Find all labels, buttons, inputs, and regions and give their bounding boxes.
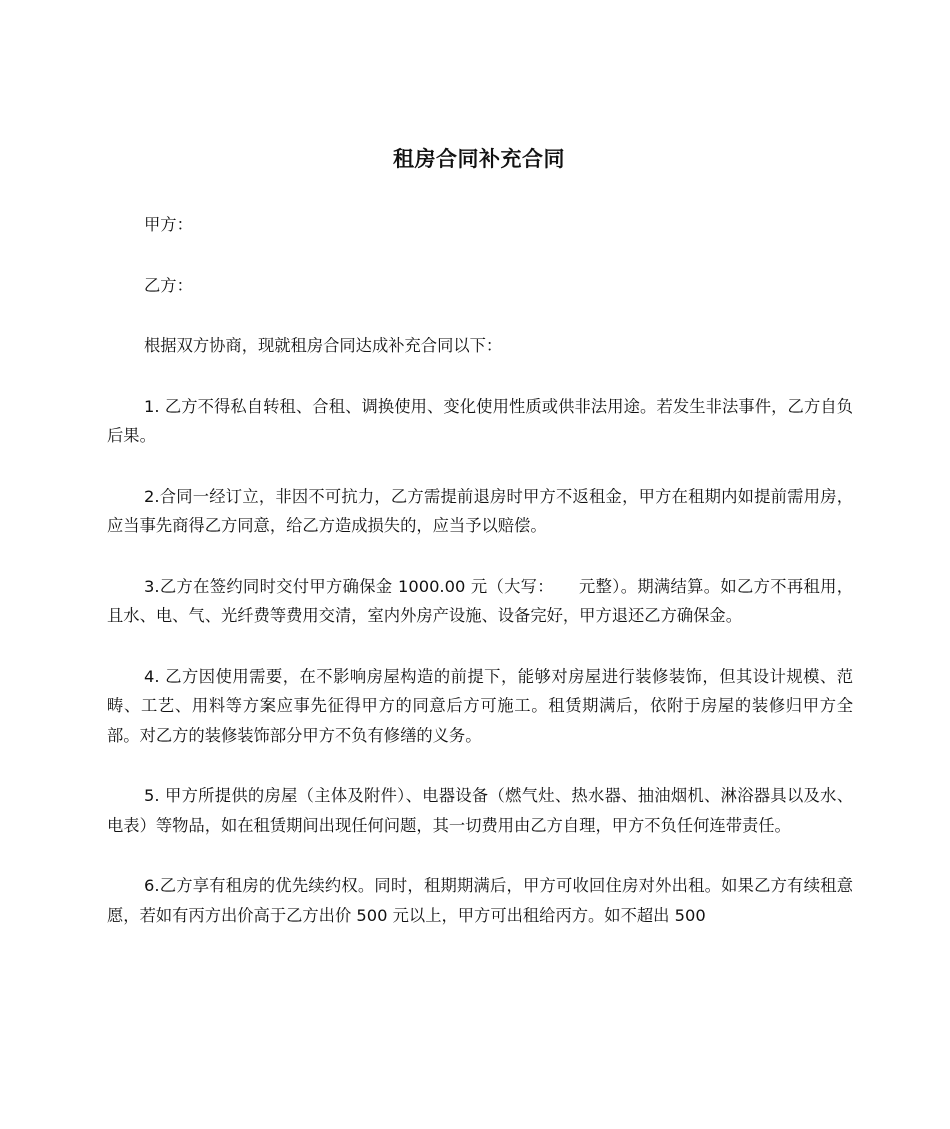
clause-1: 1. 乙方不得私自转租、合租、调换使用、变化使用性质或供非法用途。若发生非法事件，乙方自负后果。 [107,396,853,445]
clause-2: 2.合同一经订立，非因不可抗力，乙方需提前退房时甲方不返租金，甲方在租期内如提前需用房，应当事先商得乙方同意，给乙方造成损失的，应当予以赔偿。 [107,486,853,535]
party-b-line: 乙方： [144,275,193,295]
clause-5: 5. 甲方所提供的房屋（主体及附件）、电器设备（燃气灶、热水器、抽油烟机、淋浴器具以及水、电表）等物品，如在租赁期间出现任何问题，其一切费用由乙方自理，甲方不负任何连带责任。 [107,786,853,835]
document-body [107,210,853,961]
intro-paragraph: 根据双方协商，现就租房合同达成补充合同以下： [144,336,503,355]
clause-3: 3.乙方在签约同时交付甲方确保金 1000.00 元（大写： 元整）。期满结算。如乙方不再租用，且水、电、气、光纤费等费用交清，室内外房产设施、设备完好，甲方退还乙方确保金。 [107,576,853,625]
clause-6: 6.乙方享有租房的优先续约权。同时，租期期满后，甲方可收回住房对外出租。如果乙方有续租意愿，若如有丙方出价高于乙方出价 500 元以上，甲方可出租给丙方。如不超出 500 [107,876,853,925]
document-title: 租房合同补充合同 [393,147,565,171]
party-a-line: 甲方： [144,215,193,234]
clause-4: 4. 乙方因使用需要，在不影响房屋构造的前提下，能够对房屋进行装修装饰，但其设计规模、范畴、工艺、用料等方案应事先征得甲方的同意后方可施工。租赁期满后，依附于房屋的装修归甲方全部。对乙方的装修装饰部分甲方不负有修缮的义务。 [107,666,853,745]
